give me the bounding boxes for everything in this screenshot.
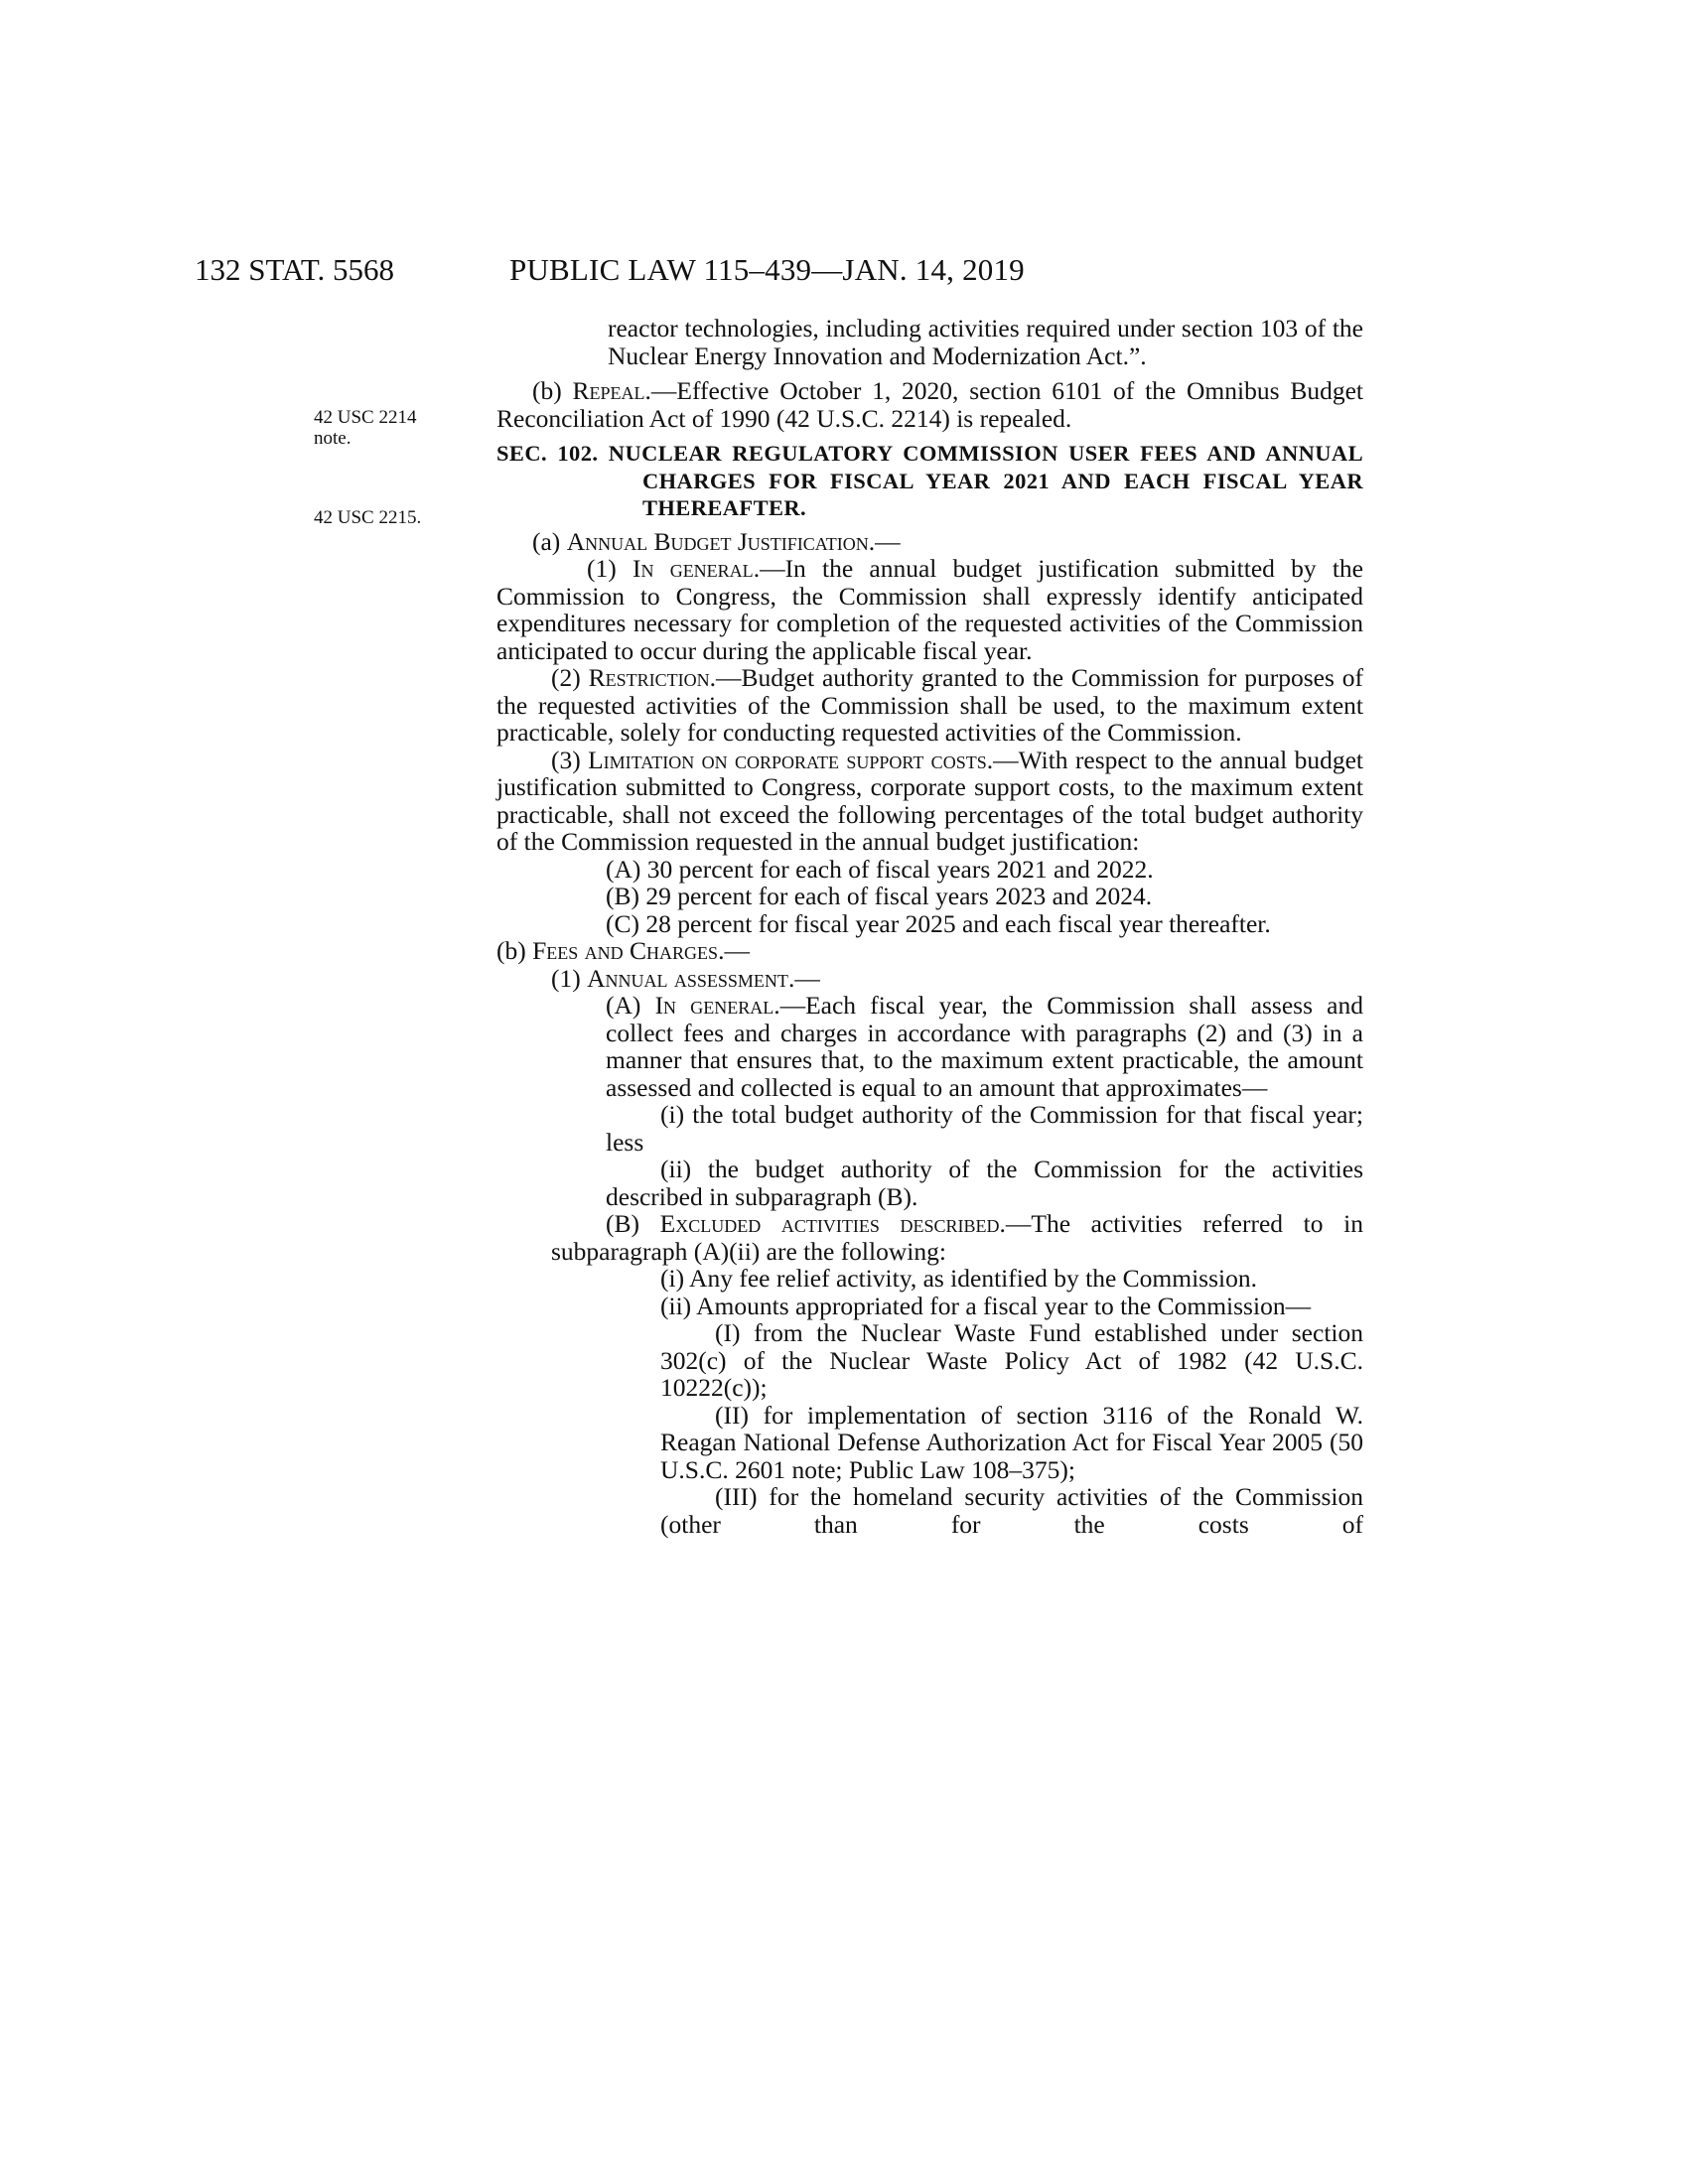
subparagraph-text: .—The activities referred to in subparagraph (A)(ii) are the following: (551, 1209, 1363, 1266)
document-body (496, 315, 1363, 1538)
subsection-label: (b) (532, 376, 573, 405)
paragraph-heading: Annual assessment (587, 963, 788, 993)
paragraph-text: .—With respect to the annual budget justification submitted to Congress, corporate support costs, to the maximum extent practicable, shall not exceed the following percentages of the total budget authority of the Commission requested in the annual budget justification: (496, 745, 1363, 856)
subparagraph-a3A: (A) 30 percent for each of fiscal years 2021 and 2022. (606, 854, 1154, 884)
paragraph-heading: Restriction (588, 663, 710, 692)
margin-note-42-usc-2215: 42 USC 2215. (314, 507, 422, 528)
subsection-b-heading (496, 937, 1363, 965)
paragraph-text: .—In the annual budget justification submitted by the Commission to Congress, the Commission shall expressly identify anticipated expenditures necessary for completion of the requested activities of the Commission anticipated to occur during the applicable fiscal year. (496, 554, 1364, 665)
subsection-b-repeal (496, 377, 1363, 432)
subparagraph-label: (B) (606, 1209, 660, 1238)
margin-note-line: 42 USC 2214 (314, 407, 417, 428)
subsection-label: (a) (532, 526, 567, 556)
paragraph-label: (2) (551, 663, 589, 692)
subparagraph-a3B: (B) 29 percent for each of fiscal years 2023 and 2024. (606, 882, 1153, 910)
clause-b1A-ii: (ii) the budget authority of the Commission for the activities described in subparagraph (B). (606, 1155, 1363, 1211)
subsection-label: (b) (496, 936, 533, 965)
paragraph-label: (1) (551, 963, 588, 993)
paragraph-dash: .— (787, 963, 820, 993)
clause-b1B-i: (i) Any fee relief activity, as identified by the Commission. (660, 1264, 1257, 1293)
paragraph-a1 (496, 555, 1363, 664)
paragraph-label: (3) (551, 745, 589, 774)
margin-note-42-usc-2214 (314, 407, 416, 449)
subparagraph-heading: Excluded activities described (659, 1209, 1000, 1238)
subparagraph-text: .—Each fiscal year, the Commission shall assess and collect fees and charges in accordance with paragraphs (2) and (3) in a manner that ensures that, to the maximum extent practicable, the amount assessed and collected is equal to an amount that approximates— (606, 991, 1363, 1102)
subparagraph-label: (A) (606, 991, 655, 1020)
paragraph-text: .—Budget authority granted to the Commission for purposes of the requested activities of the Commission shall be used, to the maximum extent practicable, solely for conducting requested activities of the Commission. (496, 663, 1363, 747)
subsection-dash: .— (718, 936, 750, 965)
paragraph-a2 (496, 664, 1363, 747)
subparagraph-a3C: (C) 28 percent for fiscal year 2025 and each fiscal year thereafter. (606, 908, 1271, 938)
subsection-heading: Fees and Charges (532, 936, 719, 965)
subclause-b1B-ii-III: (III) for the homeland security activities of the Commission (other than for the costs of (660, 1482, 1363, 1539)
page-law-title: PUBLIC LAW 115–439—JAN. 14, 2019 (509, 252, 1025, 287)
subclause-b1B-ii-I: (I) from the Nuclear Waste Fund established under section 302(c) of the Nuclear Waste Policy Act of 1982 (42 U.S.C. 10222(c)); (660, 1318, 1363, 1402)
page-stat-reference: 132 STAT. 5568 (195, 252, 395, 287)
subsection-text: .—Effective October 1, 2020, section 6101 of the Omnibus Budget Reconciliation Act of 1990 (42 U.S.C. 2214) is repealed. (496, 376, 1363, 433)
paragraph-b1-heading (496, 965, 1363, 993)
section-heading: SEC. 102. NUCLEAR REGULATORY COMMISSION USER FEES AND ANNUAL CHARGES FOR FISCAL YEAR 2021 AND EACH FISCAL YEAR THEREAFTER. (496, 441, 1363, 520)
continued-text: reactor technologies, including activities required under section 103 of the Nuclear Energy Innovation and Modernization Act.”. (608, 314, 1363, 370)
paragraph-label: (1) (587, 554, 633, 583)
clause-b1B-ii: (ii) Amounts appropriated for a fiscal year to the Commission— (660, 1291, 1312, 1320)
margin-note-line: note. (314, 428, 352, 449)
subparagraph-heading: In general (654, 991, 774, 1020)
subparagraph-b1A (496, 992, 1363, 1101)
subsection-heading: Repeal (572, 376, 645, 405)
subsection-heading: Annual Budget Justification (566, 526, 869, 556)
paragraph-heading: In general (632, 554, 754, 583)
subparagraph-b1B (496, 1210, 1363, 1265)
paragraph-a3 (496, 747, 1363, 856)
subsection-dash: .— (868, 526, 901, 556)
subsection-a-heading (496, 528, 1363, 556)
clause-b1A-i: (i) the total budget authority of the Commission for that fiscal year; less (606, 1100, 1363, 1157)
paragraph-heading: Limitation on corporate support costs (588, 745, 987, 774)
subclause-b1B-ii-II: (II) for implementation of section 3116 of the Ronald W. Reagan National Defense Authorization Act for Fiscal Year 2005 (50 U.S.C. 2601 note; Public Law 108–375); (660, 1400, 1363, 1484)
